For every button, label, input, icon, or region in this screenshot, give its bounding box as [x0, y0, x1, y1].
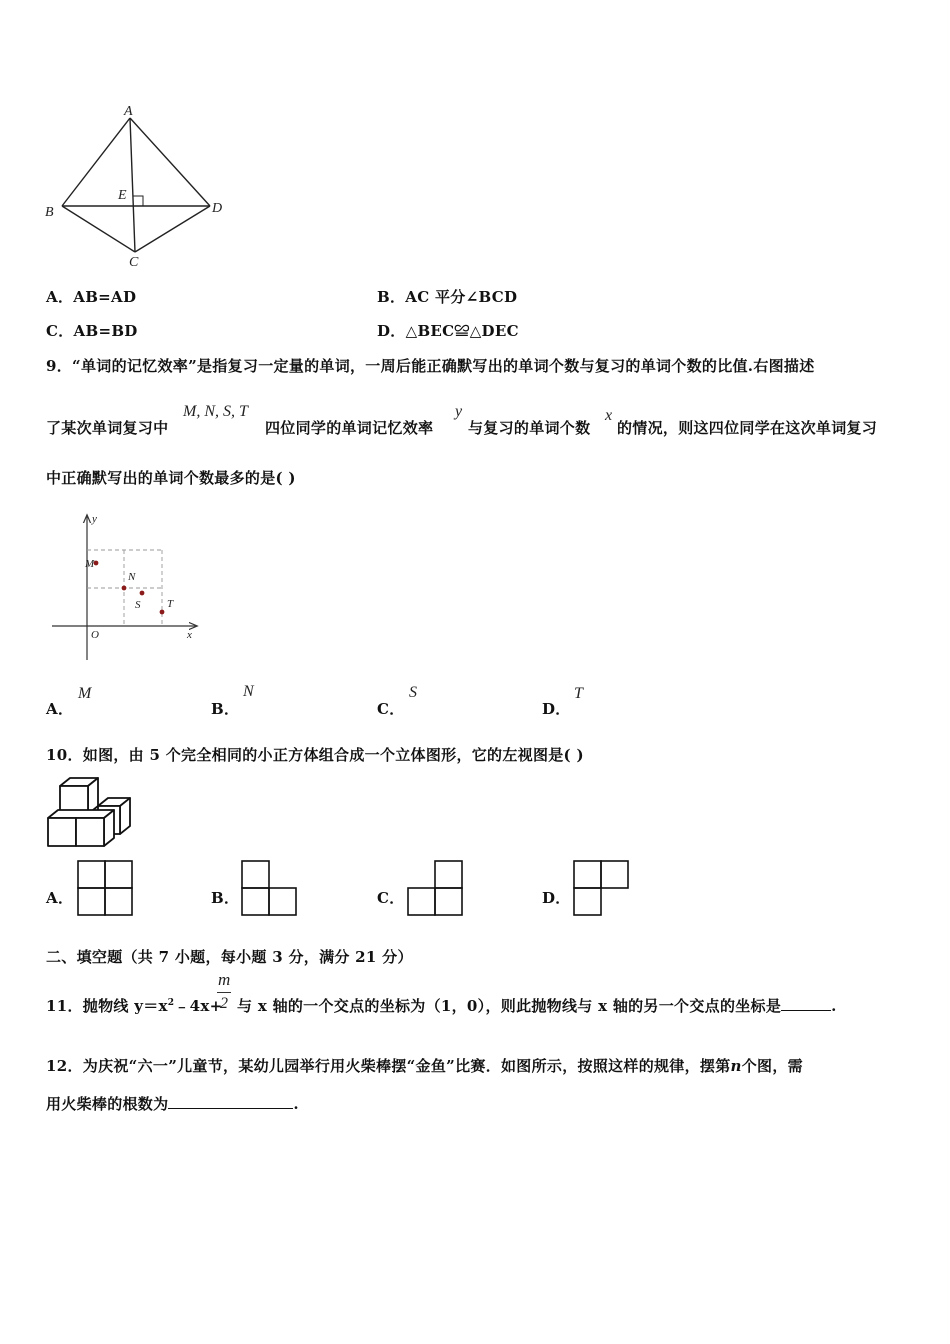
label-A: A — [124, 104, 133, 119]
option-key: A． — [46, 288, 74, 306]
option-text: AC 平分∠BCD — [405, 288, 518, 306]
q9-line-2b: 四位同学的单词记忆效率 — [265, 419, 434, 437]
segment-CD — [135, 206, 210, 252]
q8-option-b[interactable] — [377, 286, 517, 307]
q10-option-c[interactable] — [377, 858, 472, 916]
option-view-figure — [241, 860, 299, 916]
q12-text-a: 12．为庆祝“六一”儿童节，某幼儿园举行用火柴棒摆“金鱼”比赛．如图所示，按照这样的规律，摆第 — [46, 1057, 731, 1075]
q9-math-x: x — [605, 407, 613, 424]
q9-math-y: y — [455, 403, 463, 420]
q12-line-2 — [46, 1093, 299, 1114]
q8-option-d[interactable] — [377, 320, 519, 341]
option-key: C． — [377, 889, 405, 907]
option-view-figure — [407, 860, 465, 916]
option-math: M — [78, 685, 92, 702]
label-E: E — [118, 188, 127, 203]
cube-front-face — [76, 818, 104, 846]
option-view-figure — [77, 860, 133, 916]
q11-line-start — [46, 995, 222, 1016]
option-key: B． — [211, 700, 240, 718]
segment-AD — [130, 118, 210, 206]
option-key: D． — [542, 700, 571, 718]
option-math: S — [409, 684, 417, 701]
q12-answer-blank[interactable] — [168, 1094, 293, 1109]
label-D: D — [212, 201, 223, 216]
q12-line-1 — [46, 1055, 803, 1076]
option-key: C． — [377, 700, 405, 718]
option-key: C． — [46, 322, 74, 340]
q10-cube-solid-figure — [44, 774, 134, 850]
q8-option-a[interactable] — [46, 286, 136, 307]
option-view-figure — [573, 860, 631, 916]
q11-line-end — [237, 995, 837, 1016]
axis-label-x: x — [187, 629, 192, 641]
point-label-T: T — [167, 598, 174, 610]
option-key: A． — [46, 889, 74, 907]
option-key: B． — [377, 288, 406, 306]
cube-front-face — [48, 818, 76, 846]
point-label-M: M — [85, 558, 95, 570]
origin-label: O — [91, 629, 99, 641]
q8-option-c[interactable] — [46, 320, 138, 341]
q11-text-c: 与 x 轴的一个交点的坐标为（1，0），则此抛物线与 x 轴的另一个交点的坐标是 — [237, 997, 782, 1015]
q11-frac-bar — [217, 992, 231, 993]
q11-frac-numerator: m — [218, 970, 231, 989]
q11-text-a: 11．抛物线 y＝x — [46, 997, 168, 1015]
segment-AC — [130, 118, 135, 252]
q11-period: . — [831, 997, 837, 1015]
point-M — [94, 561, 99, 566]
q10-option-d[interactable] — [542, 858, 637, 916]
option-math: N — [243, 683, 254, 700]
q10-option-b[interactable] — [211, 858, 301, 916]
option-key: D． — [377, 322, 406, 340]
q10-question: 10．如图，由 5 个完全相同的小正方体组合成一个立体图形，它的左视图是( ) — [46, 746, 584, 764]
q9-scatter-graph — [50, 510, 210, 665]
q11-text-b: ﹣4x+ — [174, 997, 223, 1015]
option-text: AB=AD — [73, 288, 137, 306]
point-S — [140, 591, 145, 596]
q9-line-1: 9．“单词的记忆效率”是指复习一定量的单词，一周后能正确默写出的单词个数与复习的单词个数的比值.右图描述 — [46, 357, 815, 375]
q9-math-mnst: M, N, S, T — [183, 403, 248, 420]
q9-line-3: 中正确默写出的单词个数最多的是( ) — [46, 469, 296, 487]
label-B: B — [45, 205, 54, 220]
q11-frac-denominator: 2 — [220, 995, 228, 1012]
q12-var-n: n — [730, 1057, 742, 1075]
section-title-fill-in: 二、填空题（共 7 小题，每小题 3 分，满分 21 分） — [46, 948, 413, 966]
axis-label-y: y — [92, 513, 97, 525]
point-N — [122, 586, 127, 591]
q11-answer-blank[interactable] — [781, 996, 831, 1011]
q11-exponent: 2 — [167, 998, 175, 1008]
option-math: T — [574, 685, 583, 702]
q12-text-b: 个图，需 — [741, 1057, 803, 1075]
segment-BC — [62, 206, 135, 252]
label-C: C — [129, 255, 139, 270]
q9-line-2d: 的情况，则这四位同学在这次单词复习 — [617, 419, 878, 437]
point-label-N: N — [128, 571, 136, 583]
q8-quadrilateral-figure — [40, 100, 240, 275]
point-label-S: S — [135, 599, 141, 611]
q12-text-c: 用火柴棒的根数为 — [46, 1095, 169, 1113]
option-key: A． — [46, 700, 74, 718]
right-angle-mark — [133, 196, 143, 206]
option-key: B． — [211, 889, 240, 907]
option-key: D． — [542, 889, 571, 907]
q9-line-2a: 了某次单词复习中 — [46, 419, 169, 437]
point-T — [160, 610, 165, 615]
q9-line-2c: 与复习的单词个数 — [468, 419, 591, 437]
q10-option-a[interactable] — [46, 858, 136, 916]
option-text: AB=BD — [73, 322, 138, 340]
q12-period: . — [293, 1095, 299, 1113]
option-text: △BEC≌△DEC — [405, 322, 519, 340]
